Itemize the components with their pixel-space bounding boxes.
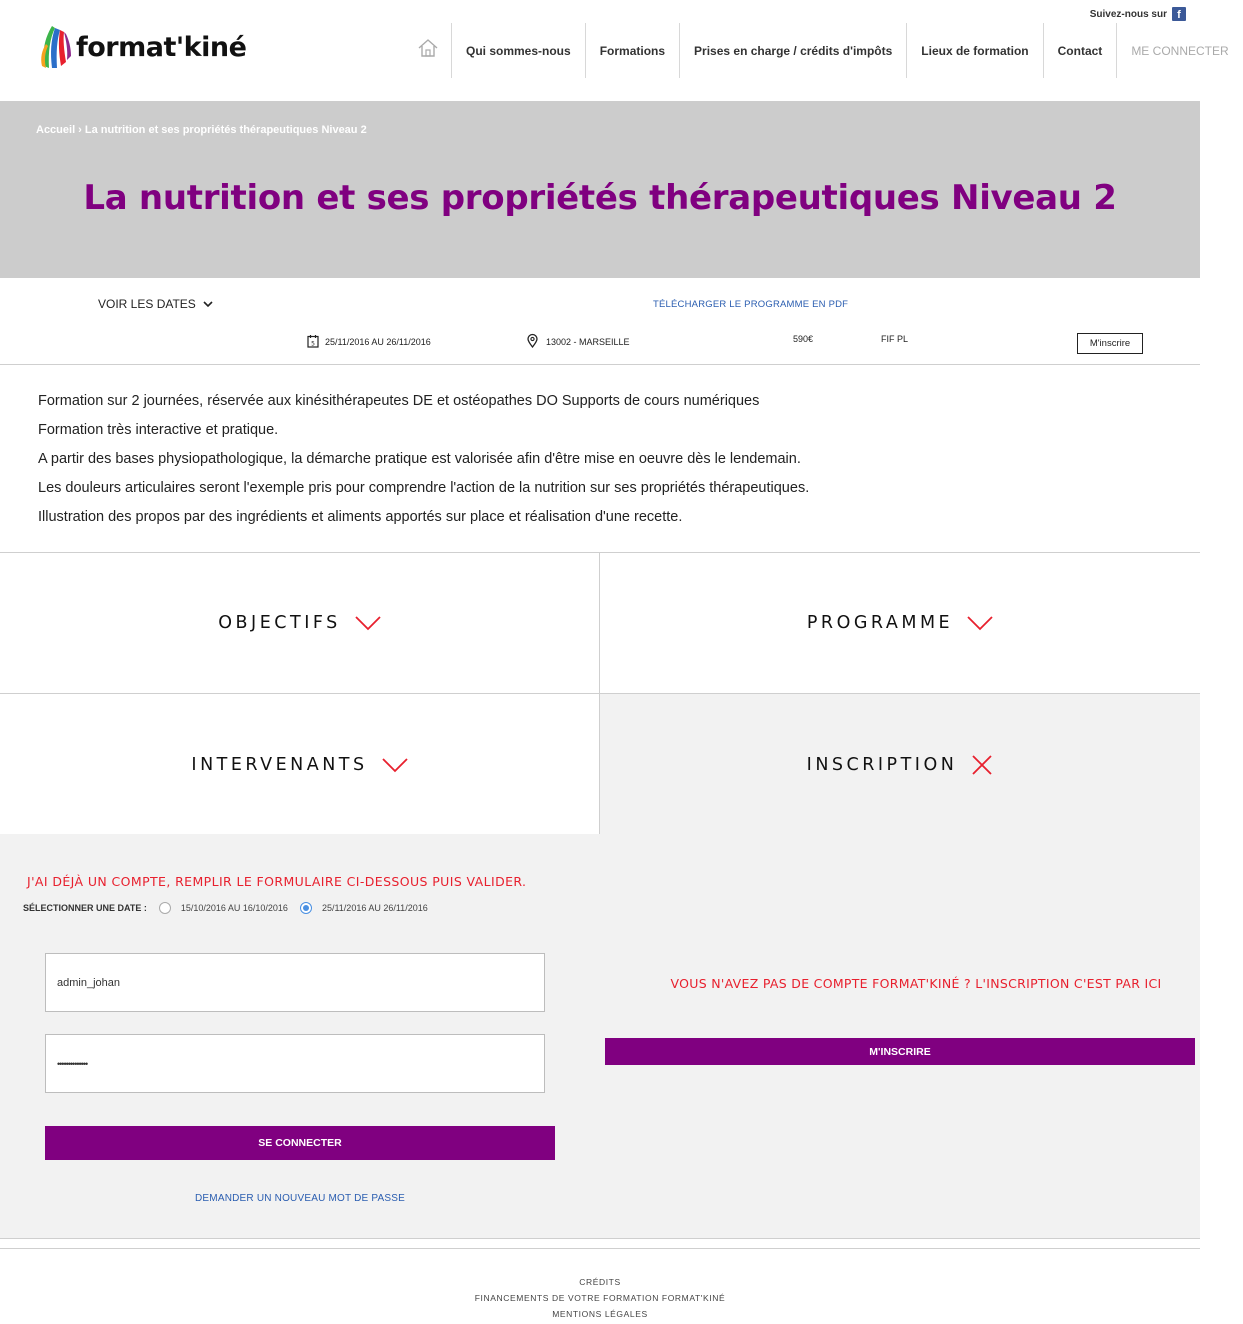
section-inscription[interactable]: [600, 694, 1200, 835]
breadcrumb[interactable]: Accueil › La nutrition et ses propriétés thérapeutiques Niveau 2: [36, 124, 367, 136]
nav-formations[interactable]: Formations: [585, 23, 679, 78]
nav-prises-en-charge[interactable]: Prises en charge / crédits d'impôts: [679, 23, 906, 78]
chevron-down-icon: [382, 757, 408, 773]
username-field[interactable]: admin_johan: [45, 953, 545, 1012]
session-financing: FIF PL: [881, 334, 909, 344]
inscription-panel: [0, 834, 1200, 1239]
chevron-down-icon: [355, 615, 381, 631]
logo-mark-icon: [38, 22, 72, 72]
nav-contact[interactable]: Contact: [1043, 23, 1117, 78]
login-title: J'AI DÉJÀ UN COMPTE, REMPLIR LE FORMULAIRE CI-DESSOUS PUIS VALIDER.: [27, 874, 527, 889]
forgot-password-link[interactable]: DEMANDER UN NOUVEAU MOT DE PASSE: [195, 1193, 405, 1204]
location-pin-icon: [527, 334, 538, 350]
calendar-icon: [307, 334, 319, 350]
close-icon: [971, 754, 993, 776]
description-line: Formation très interactive et pratique.: [38, 422, 279, 438]
description-line: Les douleurs articulaires seront l'exemple pris pour comprendre l'action de la nutrition sur ses propriétés thérapeutiques.: [38, 480, 810, 496]
brand-name: format'kiné: [76, 31, 247, 63]
course-description: [38, 387, 1158, 532]
home-icon: [418, 39, 438, 62]
social-follow: [1090, 7, 1186, 21]
section-inscription-label: INSCRIPTION: [806, 754, 958, 775]
site-header: [0, 0, 1229, 101]
footer-link-credits[interactable]: CRÉDITS: [579, 1277, 621, 1287]
footer-link-mentions-legales[interactable]: MENTIONS LÉGALES: [552, 1309, 648, 1319]
download-pdf-link[interactable]: TÉLÉCHARGER LE PROGRAMME EN PDF: [653, 299, 849, 310]
chevron-down-icon: [203, 297, 213, 311]
follow-text: Suivez-nous sur: [1089, 8, 1167, 20]
main-nav: [404, 23, 1243, 78]
se-connecter-button[interactable]: SE CONNECTER: [45, 1126, 555, 1160]
facebook-icon[interactable]: f: [1172, 7, 1186, 21]
site-footer: [0, 1248, 1200, 1324]
session-location-text: 13002 - MARSEILLE: [546, 337, 630, 347]
section-intervenants[interactable]: [0, 694, 600, 835]
date-option-label: 15/10/2016 AU 16/10/2016: [180, 903, 288, 913]
svg-text:5: 5: [311, 340, 315, 348]
description-line: Illustration des propos par des ingrédients et aliments apportés sur place et réalisation d'une recette.: [38, 509, 683, 525]
no-account-message: VOUS N'AVEZ PAS DE COMPTE FORMAT'KINÉ ? L'INSCRIPTION C'EST PAR ICI: [670, 976, 1162, 991]
session-price: 590€: [793, 334, 814, 344]
nav-qui-sommes-nous[interactable]: Qui sommes-nous: [451, 23, 585, 78]
session-info-bar: [0, 278, 1200, 365]
description-line: A partir des bases physiopathologique, la démarche pratique est valorisée afin d'être mise en oeuvre dès le lendemain.: [38, 451, 801, 467]
section-programme-label: PROGRAMME: [806, 613, 954, 633]
section-objectifs[interactable]: [0, 553, 600, 694]
date-selector: [23, 902, 440, 914]
logo[interactable]: [38, 22, 246, 72]
voir-dates-label: VOIR LES DATES: [98, 297, 196, 311]
date-option-label: 25/11/2016 AU 26/11/2016: [321, 903, 428, 913]
inscrire-button[interactable]: M'inscrire: [1077, 333, 1143, 354]
description-line: Formation sur 2 journées, réservée aux kinésithérapeutes DE et ostéopathes DO Supports de cours numériques: [38, 393, 760, 409]
session-location: [527, 334, 630, 350]
signup-button[interactable]: M'INSCRIRE: [605, 1038, 1195, 1065]
section-programme[interactable]: [600, 553, 1200, 694]
nav-home[interactable]: [404, 23, 451, 78]
session-dates-text: 25/11/2016 AU 26/11/2016: [325, 337, 431, 347]
date-radio-option-1[interactable]: [159, 902, 171, 914]
footer-link-financements[interactable]: FINANCEMENTS DE VOTRE FORMATION FORMAT'KINÉ: [474, 1293, 726, 1303]
nav-lieux-de-formation[interactable]: Lieux de formation: [906, 23, 1042, 78]
date-radio-option-2[interactable]: [300, 902, 312, 914]
session-dates: [307, 334, 431, 350]
page-hero: [0, 101, 1200, 278]
chevron-down-icon: [967, 615, 993, 631]
date-select-label: SÉLECTIONNER UNE DATE :: [23, 903, 147, 913]
section-objectifs-label: OBJECTIFS: [218, 613, 341, 633]
nav-me-connecter[interactable]: ME CONNECTER: [1116, 23, 1242, 78]
page-title: La nutrition et ses propriétés thérapeutiques Niveau 2: [83, 178, 1117, 218]
password-field[interactable]: ••••••••••••••: [45, 1034, 545, 1093]
course-sections: [0, 552, 1200, 834]
footer-links: [0, 1274, 1200, 1322]
voir-dates-toggle[interactable]: [98, 297, 213, 311]
section-intervenants-label: INTERVENANTS: [191, 754, 368, 775]
